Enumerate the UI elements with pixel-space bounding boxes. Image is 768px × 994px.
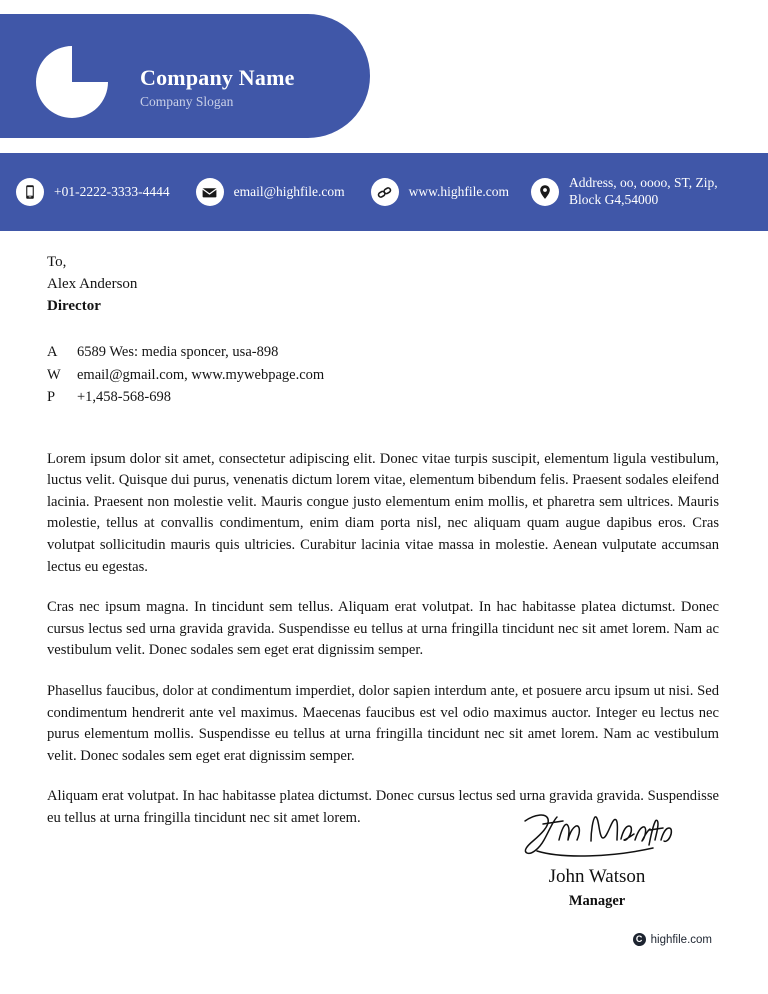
recipient-name: Alex Anderson [47, 275, 138, 292]
contact-website[interactable] [371, 178, 509, 206]
table-row [47, 341, 324, 363]
phone-icon [16, 178, 44, 206]
signature-block [482, 806, 712, 910]
detail-key: P [47, 389, 56, 406]
highfile-badge-icon: C [633, 933, 646, 946]
table-row [47, 364, 324, 386]
contact-phone[interactable] [16, 178, 170, 206]
letter-body [47, 252, 719, 830]
envelope-icon [196, 178, 224, 206]
recipient-detail-table [47, 341, 324, 408]
header-banner [0, 14, 370, 138]
detail-value: email@gmail.com, www.mywebpage.com [77, 366, 325, 383]
contact-email[interactable] [196, 178, 345, 206]
recipient-role: Director [47, 297, 101, 314]
contact-email-value: email@highfile.com [233, 183, 345, 199]
body-paragraph: Aliquam erat volutpat. In hac habitasse platea dictumst. Donec cursus lectus sed urna gravida gravida. Suspendisse eu tellus at urna fringilla tincidunt nec sit amet lorem. [47, 788, 719, 826]
body-paragraph: Phasellus faucibus, dolor at condimentum imperdiet, dolor sapien interdum ante, et posuere arcu ipsum ut nisi. Sed condimentum hendrerit ante vel maximus. Maecenas faucibus est vel odio maximus auctor. Integer eu lectus nec purus elementum mollis. Suspendisse eu tellus at urna fringilla tincidunt nec sit amet lorem. Nam ac vestibulum velit. Donec sodales sem eget erat dignissim semper. [47, 683, 719, 764]
brand-block [140, 66, 360, 110]
recipient-block [47, 252, 719, 317]
contact-website-value: www.highfile.com [408, 183, 509, 199]
footer-site-label: highfile.com [650, 933, 712, 946]
detail-value: 6589 Wes: media sponcer, usa-898 [77, 344, 279, 361]
body-paragraph: Lorem ipsum dolor sit amet, consectetur adipiscing elit. Donec vitae turpis suscipit, elementum ligula vestibulum, luctus velit. Quisque dui purus, venenatis dictum lorem vitae, elementum bibendum felis. Praesent sodales eleifend lacinia. Praesent non molestie velit. Mauris congue justo elementum enim mollis, et pharetra sem ultrices. Mauris molestie, tellus at convallis condimentum, enim diam porta nisl, nec aliquam quam augue dapibus eros. Cras volutpat sollicitudin mauris quis ultricies. Curabitur lacinia vitae massa in molestie. Aenean vulputate accumsan lectus eu egestas. [47, 450, 719, 575]
link-icon [371, 178, 399, 206]
signatory-role: Manager [568, 892, 626, 909]
handwritten-signature-icon [482, 806, 712, 864]
detail-value: +1,458-568-698 [77, 389, 171, 406]
contact-address[interactable] [531, 175, 729, 209]
body-paragraph: Cras nec ipsum magna. In tincidunt sem tellus. Aliquam erat volutpat. In hac habitasse platea dictumst. Donec cursus lectus sed urna gravida gravida. Suspendisse eu tellus at urna fringilla tincidunt nec sit amet lorem. Nam ac vestibulum velit. Donec sodales sem eget erat dignissim semper. [47, 599, 719, 659]
detail-key: A [47, 344, 58, 361]
body-paragraphs [47, 449, 719, 830]
detail-key: W [47, 366, 61, 383]
signatory-name: John Watson [548, 866, 646, 887]
map-pin-icon [531, 178, 559, 206]
company-name: Company Name [140, 65, 295, 90]
company-slogan: Company Slogan [140, 94, 234, 110]
recipient-to-label: To, [47, 254, 67, 270]
contact-address-value: Address, oo, oooo, ST, Zip, Block G4,54000 [569, 175, 718, 207]
contact-phone-value: +01-2222-3333-4444 [54, 183, 170, 199]
pie-circle-logo-icon [36, 46, 108, 118]
footer-branding[interactable] [633, 933, 712, 946]
table-row [47, 386, 324, 408]
contact-bar [0, 153, 768, 231]
